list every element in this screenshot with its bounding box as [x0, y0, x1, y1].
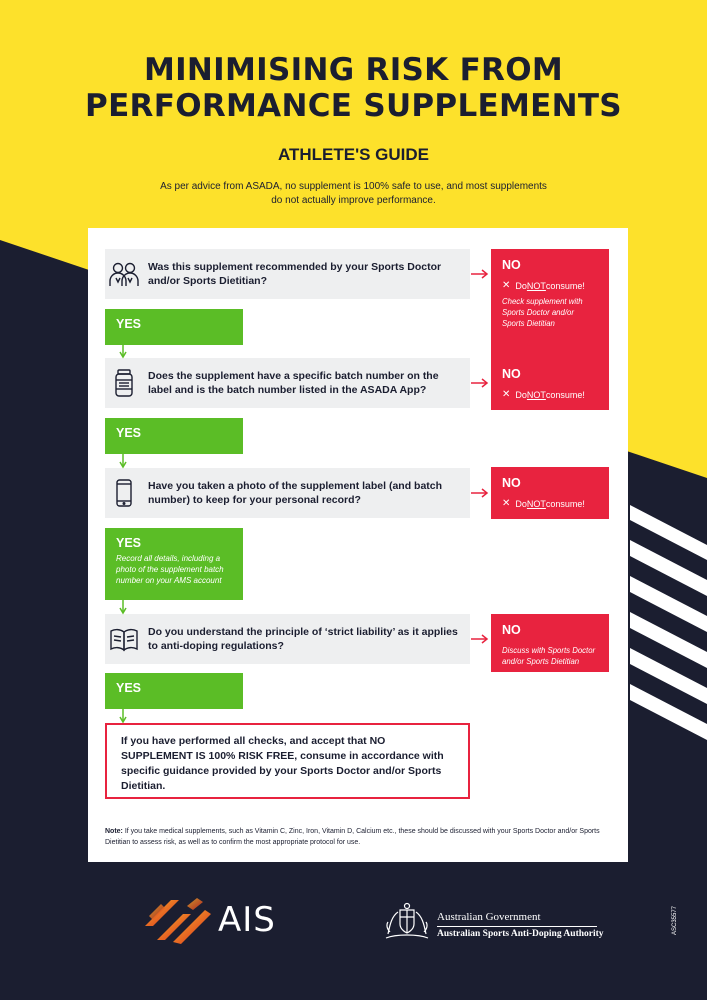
gov-divider: [437, 926, 597, 927]
intro-text: As per advice from ASADA, no supplement is 100% safe to use, and most supplements do not actually improve performance.: [160, 181, 547, 206]
yes-box-2: YES: [105, 418, 243, 454]
no-note-1: Check supplement with Sports Doctor and/or Sports Dietitian: [502, 297, 583, 328]
no-box-2: NO ✕ Do NOT consume!: [491, 358, 609, 410]
yes-box-1: YES: [105, 309, 243, 345]
document-code: ASC35577: [672, 905, 678, 935]
phone-icon: [108, 477, 140, 509]
question-text-2: Does the supplement have a specific batch number on the label and is the batch number listed in the ASADA App?: [148, 370, 439, 396]
ais-logo-icon: [143, 896, 213, 946]
no-consume-row-1: ✕ Do NOT consume!: [502, 280, 585, 291]
ais-logo-text: AIS: [218, 900, 276, 940]
cross-icon: ✕: [502, 280, 511, 291]
question-text-3: Have you taken a photo of the supplement label (and batch number) to keep for your personal record?: [148, 480, 443, 506]
question-box-1: [105, 249, 470, 299]
no-box-1: NO ✕ Do NOT consume! Check supplement with Sports Doctor and/or Sports Dietitian: [491, 249, 609, 359]
gov-text-2: Australian Sports Anti-Doping Authority: [437, 929, 604, 939]
question-box-4: [105, 614, 470, 664]
cross-icon: ✕: [502, 498, 511, 509]
doctors-icon: [108, 258, 140, 290]
question-text-4: Do you understand the principle of ‘strict liability’ as it applies to anti-doping regulations?: [148, 626, 458, 652]
cross-icon: ✕: [502, 389, 511, 400]
no-consume-row-3: ✕ Do NOT consume!: [502, 498, 585, 509]
supplement-jar-icon: [108, 367, 140, 399]
no-box-3: NO ✕ Do NOT consume!: [491, 467, 609, 519]
no-consume-row-2: ✕ Do NOT consume!: [502, 389, 585, 400]
gov-text-1: Australian Government: [437, 911, 541, 923]
page-title: MINIMISING RISK FROM PERFORMANCE SUPPLEMENTS: [85, 52, 622, 124]
yes-note-3: Record all details, including a photo of the supplement batch number on your AMS account: [116, 554, 224, 585]
footnote: Note: If you take medical supplements, such as Vitamin C, Zinc, Iron, Vitamin D, Calcium etc., these should be discussed with your Sports Doctor and/or Sports Dietitian to assess risk, as well as to confirm the most appropriate protocol for use.: [105, 828, 600, 846]
final-guidance-box: If you have performed all checks, and accept that NO SUPPLEMENT IS 100% RISK FREE, consume in accordance with specific guidance provided by your Sports Doctor and/or Sports Dietitian.: [105, 723, 470, 799]
yes-box-3: YES Record all details, including a photo of the supplement batch number on your AMS account: [105, 528, 243, 600]
no-box-4: NO Discuss with Sports Doctor and/or Sports Dietitian: [491, 614, 609, 672]
yes-box-4: YES: [105, 673, 243, 709]
book-icon: [108, 623, 140, 655]
question-box-2: [105, 358, 470, 408]
page-subtitle: ATHLETE'S GUIDE: [277, 145, 430, 164]
no-note-4: Discuss with Sports Doctor and/or Sports Dietitian: [502, 646, 596, 666]
question-box-3: [105, 468, 470, 518]
question-text-1: Was this supplement recommended by your Sports Doctor and/or Sports Dietitian?: [148, 261, 442, 287]
coat-of-arms-icon: [382, 902, 432, 944]
